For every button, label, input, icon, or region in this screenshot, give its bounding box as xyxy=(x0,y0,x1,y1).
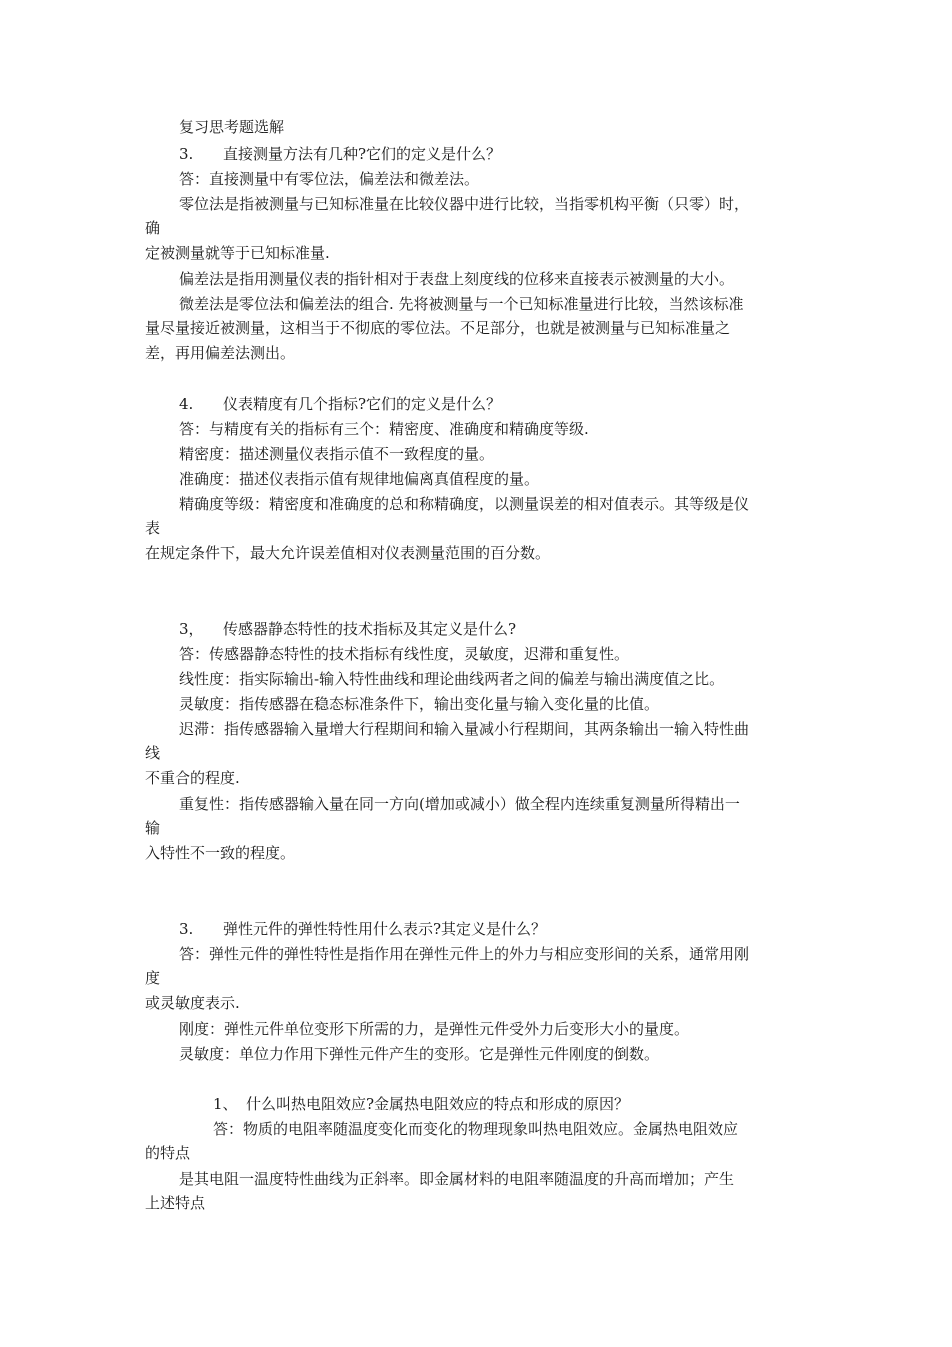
paragraph-line: 线性度：指实际输出-输入特性曲线和理论曲线两者之间的偏差与输出满度值之比。 xyxy=(179,670,725,688)
paragraph-line: 微差法是零位法和偏差法的组合. 先将被测量与一个已知标准量进行比较，当然该标准 xyxy=(179,295,744,313)
paragraph-line: 输 xyxy=(145,819,161,837)
answer-line: 的特点 xyxy=(145,1144,191,1162)
answer-line: 答：传感器静态特性的技术指标有线性度，灵敏度，迟滞和重复性。 xyxy=(179,645,630,663)
paragraph-line: 入特性不一致的程度。 xyxy=(145,844,296,862)
question-text: 传感器静态特性的技术指标及其定义是什么? xyxy=(223,620,517,638)
question-2 xyxy=(179,394,501,414)
answer-line: 度 xyxy=(145,969,161,987)
question-number: 3. xyxy=(179,145,194,163)
answer-line: 答：直接测量中有零位法，偏差法和微差法。 xyxy=(179,170,480,188)
question-text: 什么叫热电阻效应?金属热电阻效应的特点和形成的原因？ xyxy=(246,1095,630,1113)
paragraph-line: 零位法是指被测量与已知标准量在比较仪器中进行比较，当指零机构平衡（只零）时， xyxy=(179,195,750,213)
question-number: 3， xyxy=(179,620,204,638)
paragraph-line: 灵敏度：单位力作用下弹性元件产生的变形。它是弹性元件刚度的倒数。 xyxy=(179,1045,660,1063)
paragraph-line: 定被测量就等于已知标准量. xyxy=(145,244,330,262)
answer-line: 是其电阻一温度特性曲线为正斜率。即金属材料的电阻率随温度的升高而增加；产生 xyxy=(179,1170,735,1188)
answer-line: 答：物质的电阻率随温度变化而变化的物理现象叫热电阻效应。金属热电阻效应 xyxy=(213,1120,739,1138)
paragraph-line: 精确度等级：精密度和准确度的总和称精确度，以测量误差的相对值表示。其等级是仪 xyxy=(179,495,750,513)
question-4 xyxy=(179,919,546,939)
question-number: 4. xyxy=(179,395,194,413)
paragraph-line: 线 xyxy=(145,744,161,762)
paragraph-line: 确 xyxy=(145,219,161,237)
paragraph-line: 偏差法是指用测量仪表的指针相对于表盘上刻度线的位移来直接表示被测量的大小。 xyxy=(179,270,735,288)
paragraph-line: 在规定条件下，最大允许误差值相对仪表测量范围的百分数。 xyxy=(145,544,551,562)
paragraph-line: 灵敏度：指传感器在稳态标准条件下，输出变化量与输入变化量的比值。 xyxy=(179,695,660,713)
paragraph-line: 重复性：指传感器输入量在同一方向(增加或减小）做全程内连续重复测量所得精出一 xyxy=(179,795,740,813)
answer-line: 答：与精度有关的指标有三个：精密度、准确度和精确度等级. xyxy=(179,420,589,438)
answer-line: 上述特点 xyxy=(145,1194,206,1212)
doc-title: 复习思考题选解 xyxy=(179,118,285,136)
question-number: 3. xyxy=(179,920,194,938)
paragraph-line: 迟滞：指传感器输入量增大行程期间和输入量减小行程期间，其两条输出一输入特性曲 xyxy=(179,720,750,738)
question-number: 1、 xyxy=(213,1095,238,1113)
question-5 xyxy=(213,1094,629,1114)
paragraph-line: 差，再用偏差法测出。 xyxy=(145,344,296,362)
answer-line: 答：弹性元件的弹性特性是指作用在弹性元件上的外力与相应变形间的关系，通常用刚 xyxy=(179,945,750,963)
paragraph-line: 不重合的程度. xyxy=(145,769,240,787)
answer-line: 或灵敏度表示. xyxy=(145,994,240,1012)
paragraph-line: 量尽量接近被测量，这相当于不彻底的零位法。不足部分，也就是被测量与已知标准量之 xyxy=(145,319,731,337)
question-text: 直接测量方法有几种?它们的定义是什么？ xyxy=(223,145,502,163)
question-text: 弹性元件的弹性特性用什么表示?其定义是什么？ xyxy=(223,920,547,938)
paragraph-line: 表 xyxy=(145,519,161,537)
paragraph-line: 准确度：描述仪表指示值有规律地偏离真值程度的量。 xyxy=(179,470,540,488)
question-text: 仪表精度有几个指标?它们的定义是什么？ xyxy=(223,395,502,413)
paragraph-line: 刚度：弹性元件单位变形下所需的力，是弹性元件受外力后变形大小的量度。 xyxy=(179,1020,690,1038)
question-3 xyxy=(179,619,516,639)
paragraph-line: 精密度：描述测量仪表指示值不一致程度的量。 xyxy=(179,445,495,463)
question-1 xyxy=(179,144,501,164)
